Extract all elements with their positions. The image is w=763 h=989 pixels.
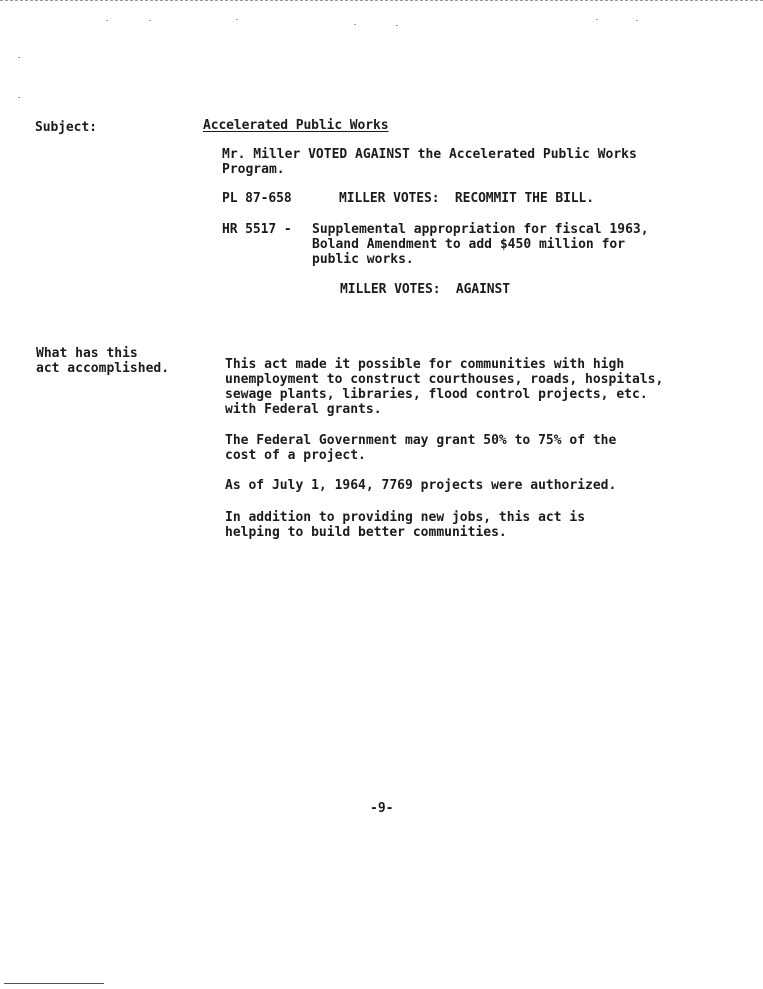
accomplished-paragraph: This act made it possible for communities with high unemployment to construct courthouses, roads, hospitals, sewage plants, libraries, flood control projects, etc. with Federal grants.: [225, 357, 664, 417]
subject-title: Accelerated Public Works: [203, 118, 389, 133]
public-law-number: PL 87-658: [222, 191, 292, 206]
accomplished-paragraph: In addition to providing new jobs, this act is helping to build better communities.: [225, 510, 586, 540]
house-bill-vote: MILLER VOTES: AGAINST: [340, 282, 510, 297]
vote-summary: Mr. Miller VOTED AGAINST the Accelerated Public Works Program.: [222, 147, 637, 177]
public-law-vote: MILLER VOTES: RECOMMIT THE BILL.: [339, 191, 594, 206]
scan-speck: [236, 19, 238, 20]
house-bill-number: HR 5517 -: [222, 222, 292, 237]
scan-speck: [354, 24, 356, 25]
house-bill-description: Supplemental appropriation for fiscal 1963, Boland Amendment to add $450 million for public works.: [312, 222, 649, 267]
scan-speck: [636, 20, 638, 21]
bottom-rule: [4, 983, 104, 984]
accomplished-paragraph: As of July 1, 1964, 7769 projects were authorized.: [225, 478, 617, 493]
scan-speck: [18, 97, 20, 98]
subject-label: Subject:: [35, 120, 97, 135]
scan-speck: [18, 57, 20, 58]
scan-speck: [149, 20, 151, 21]
page-top-edge: [0, 0, 763, 1]
accomplished-paragraph: The Federal Government may grant 50% to 75% of the cost of a project.: [225, 433, 617, 463]
scan-speck: [106, 20, 108, 21]
accomplished-label: What has this act accomplished.: [36, 346, 170, 376]
scan-speck: [596, 19, 598, 20]
scan-speck: [396, 25, 398, 26]
page-number: -9-: [370, 801, 394, 816]
